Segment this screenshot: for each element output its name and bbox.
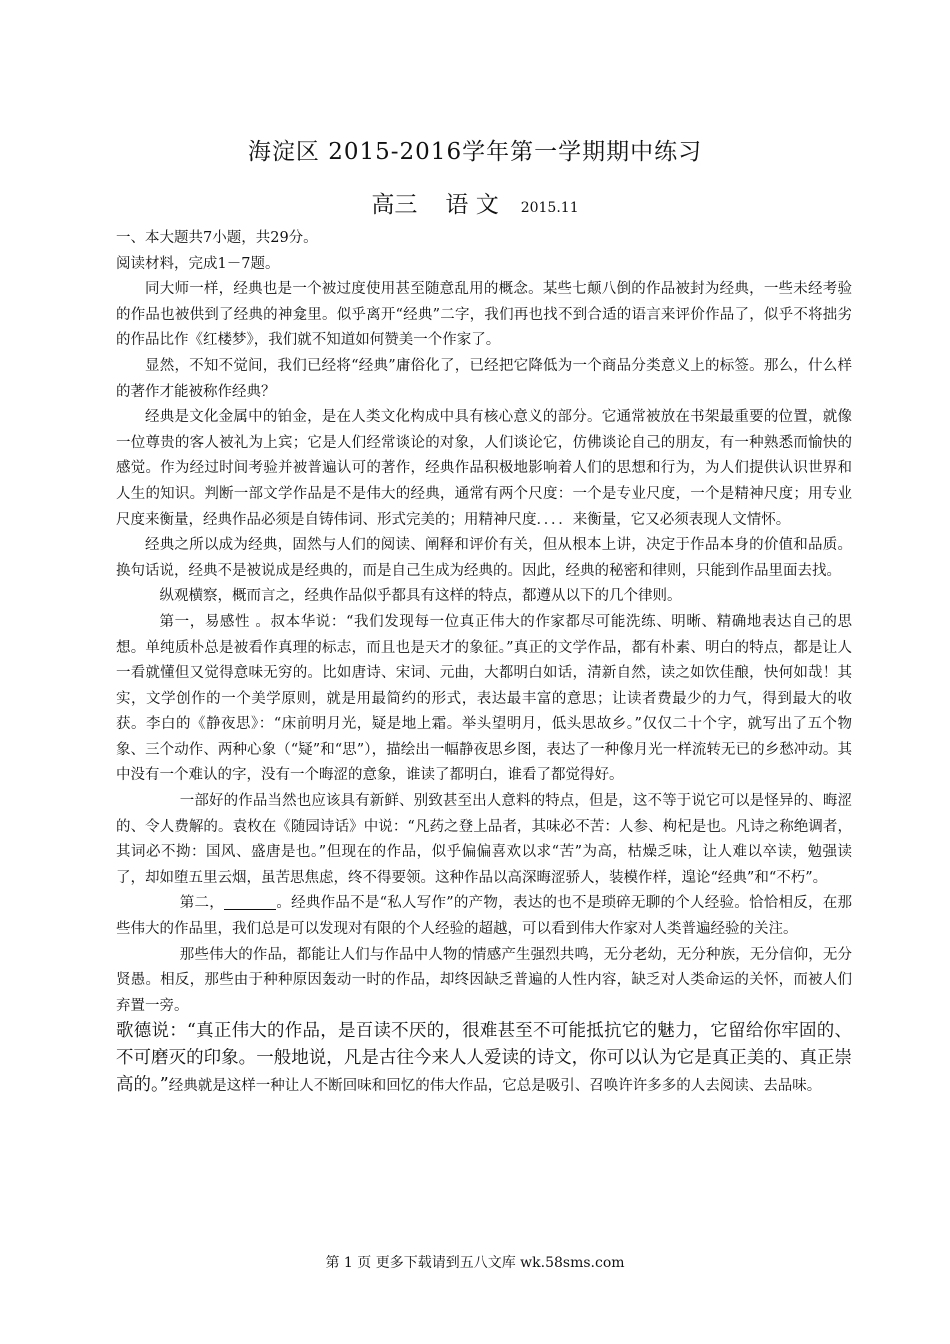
paragraph-9: 那些伟大的作品，都能让人们与作品中人物的情感产生强烈共鸣，无分老幼，无分种族，无分信仰，无分贤愚。相反，那些由于种种原因轰动一时的作品，却终因缺乏普遍的人性内容，缺乏对人类命运的关怀，而被人们弃置一旁。 bbox=[116, 946, 852, 1014]
paragraph-8 bbox=[116, 891, 852, 942]
paragraph-7: 一部好的作品当然也应该具有新鲜、别致甚至出人意料的特点，但是，这不等于说它可以是怪异的、晦涩的、令人费解的。袁枚在《随园诗话》中说：“凡药之登上品者，其味必不苦：人参、枸杞是也。凡诗之称绝调者，其词必不拗：国风、盛唐是也。”但现在的作品，似乎偏偏喜欢以求“苦”为高，枯燥乏味，让人难以卒读，勉强读了，却如堕五里云烟，虽苦思焦虑，终不得要领。这种作品以高深晦涩骄人，装模作样，遑论“经典”和“不朽”。 bbox=[116, 793, 852, 886]
paragraph-10-text: 经典就是这样一种让人不断回味和回忆的伟大作品，它总是吸引、召唤许许多多的人去阅读、去品味。 bbox=[168, 1077, 822, 1094]
paragraph-2: 显然，不知不觉间，我们已经将“经典”庸俗化了，已经把它降低为一个商品分类意义上的标签。那么，什么样的著作才能被称作经典？ bbox=[116, 357, 852, 400]
paragraph-10 bbox=[116, 1019, 852, 1099]
paragraph-4: 经典之所以成为经典，固然与人们的阅读、阐释和评价有关，但从根本上讲，决定于作品本身的价值和品质。换句话说，经典不是被说成是经典的，而是自己生成为经典的。因此，经典的秘密和律则，只能到作品里面去找。 bbox=[116, 537, 852, 579]
paragraph-1: 同大师一样，经典也是一个被过度使用甚至随意乱用的概念。某些七颠八倒的作品被封为经典，一些未经考验的作品也被供到了经典的神龛里。似乎离开“经典”二字，我们再也找不到合适的语言来评价作品了，似乎不将拙劣的作品比作《红楼梦》，我们就不知道如何赞美一个作家了。 bbox=[116, 281, 852, 349]
paragraph-8-lead: 第二， bbox=[179, 895, 225, 912]
goethe-quote: 歌德说：“真正伟大的作品，是百读不厌的，很难甚至不可能抵抗它的魅力，它留给你牢固的、不可磨灭的印象。一般地说，凡是古往今来人人爱读的诗文，你可以认为它是真正美的、真正崇高的。” bbox=[116, 1021, 852, 1095]
exam-subtitle bbox=[0, 186, 950, 219]
paragraph-3: 经典是文化金属中的铂金，是在人类文化构成中具有核心意义的部分。它通常被放在书架最重要的位置，就像一位尊贵的客人被礼为上宾；它是人们经常谈论的对象，人们谈论它，仿佛谈论自己的朋友，有一种熟悉而愉快的感觉。作为经过时间考验并被普遍认可的著作，经典作品积极地影响着人们的思想和行为，为人们提供认识世界和人生的知识。判断一部文学作品是不是伟大的经典，通常有两个尺度：一个是专业尺度，一个是精神尺度；用专业尺度来衡量，经典作品必须是自铸伟词、形式完美的；用精神尺度．．．．来衡量，它又必须表现人文情怀。 bbox=[116, 409, 852, 528]
section-instruction: 阅读材料，完成1－7题。 bbox=[116, 255, 280, 272]
exam-body bbox=[116, 226, 852, 1099]
paragraph-8-text: 。经典作品不是“私人写作”的产物，表达的也不是琐碎无聊的个人经验。恰恰相反，在那些伟大的作品里，我们总是可以发现对有限的个人经验的超越，可以看到伟大作家对人类普遍经验的关注。 bbox=[116, 895, 853, 938]
grade-label: 高三 bbox=[371, 192, 418, 218]
section-heading: 一、本大题共7小题，共29分。 bbox=[116, 230, 318, 246]
exam-title: 海淀区 2015-2016学年第一学期期中练习 bbox=[247, 139, 703, 165]
paragraph-5: 纵观横察，概而言之，经典作品似乎都具有这样的特点，都遵从以下的几个律则。 bbox=[159, 588, 682, 605]
page-footer: 第 1 页 更多下载请到五八文库 wk.58sms.com bbox=[325, 1255, 625, 1271]
exam-date: 2015.11 bbox=[520, 200, 579, 216]
subject-label: 语 文 bbox=[445, 192, 499, 218]
fill-in-blank[interactable] bbox=[224, 895, 276, 910]
paragraph-6: 第一，易感性 。叔本华说：“我们发现每一位真正伟大的作家都尽可能洗练、明晰、精确地表达自己的思想。单纯质朴总是被看作真理的标志，而且也是天才的象征。”真正的文学作品，都有朴素、明白的特点，都是让人一看就懂但又觉得意味无穷的。比如唐诗、宋词、元曲，大都明白如话，清新自然，读之如饮佳酿，快何如哉！其实，文学创作的一个美学原则，就是用最简约的形式，表达最丰富的意思；让读者费最少的力气，得到最大的收获。李白的《静夜思》：“床前明月光，疑是地上霜。举头望明月，低头思故乡。”仅仅二十个字，就写出了五个物象、三个动作、两种心象（“疑”和“思”），描绘出一幅静夜思乡图，表达了一种像月光一样流转无已的乡愁冲动。其中没有一个难认的字，没有一个晦涩的意象，谁读了都明白，谁看了都觉得好。 bbox=[116, 613, 852, 784]
